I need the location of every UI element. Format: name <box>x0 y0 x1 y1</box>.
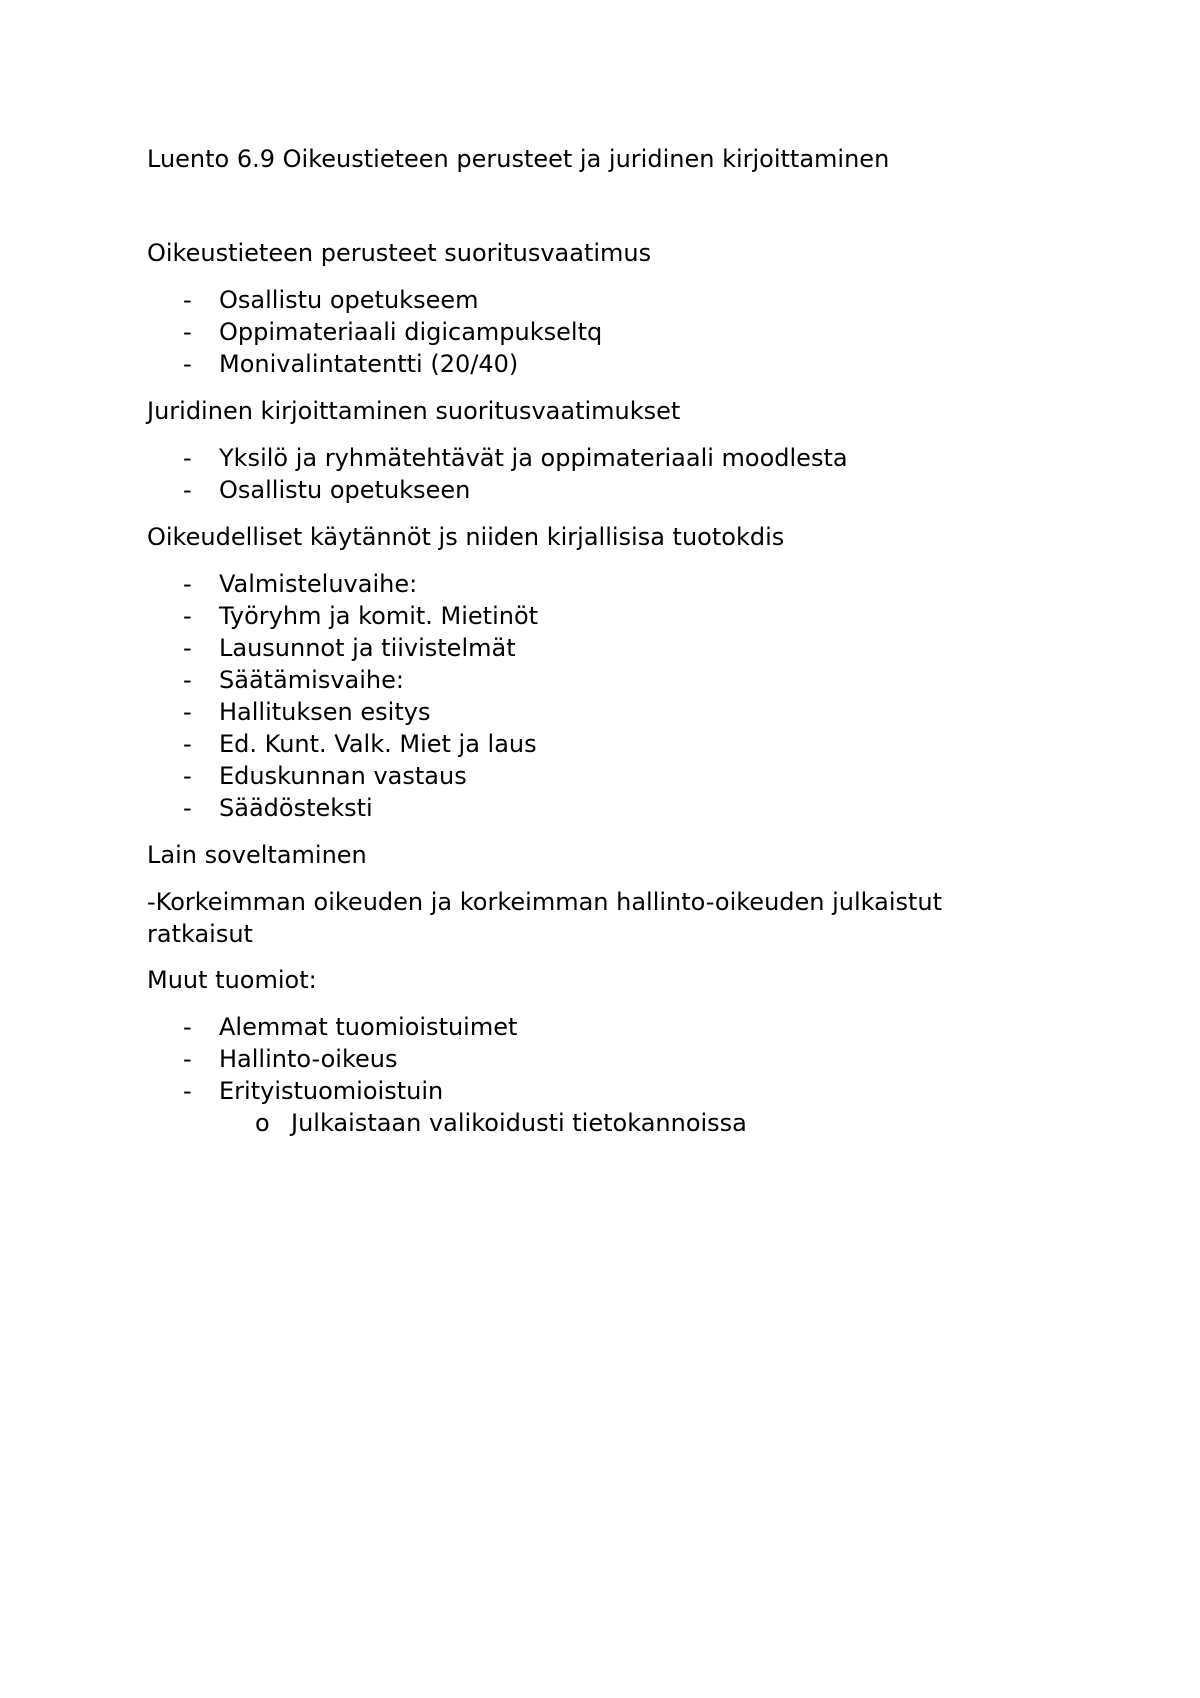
list-item <box>147 728 1047 760</box>
list-item-text: Oppimateriaali digicampukseltq <box>219 318 603 346</box>
list-item-text: Valmisteluvaihe: <box>219 570 418 598</box>
list-item <box>147 760 1047 792</box>
document-title: Luento 6.9 Oikeustieteen perusteet ja juridinen kirjoittaminen <box>147 145 890 173</box>
sub-bullet-list <box>219 1107 1047 1139</box>
list-item-text: Osallistu opetukseen <box>219 476 471 504</box>
list-item <box>147 632 1047 664</box>
list-item-text: Hallinto-oikeus <box>219 1045 398 1073</box>
list-item-text: Säädösteksti <box>219 794 373 822</box>
dash-marker: - <box>183 286 192 314</box>
list-item <box>147 348 1047 380</box>
dash-marker: - <box>183 318 192 346</box>
dash-marker: - <box>183 1013 192 1041</box>
section-heading: Lain soveltaminen <box>147 841 367 869</box>
dash-marker: - <box>183 634 192 662</box>
list-item <box>147 600 1047 632</box>
list-item-text: Lausunnot ja tiivistelmät <box>219 634 516 662</box>
dash-marker: - <box>183 698 192 726</box>
dash-marker: - <box>183 794 192 822</box>
dash-marker: - <box>183 666 192 694</box>
list-item-text: Alemmat tuomioistuimet <box>219 1013 518 1041</box>
dash-marker: - <box>183 476 192 504</box>
dash-marker: - <box>183 762 192 790</box>
section-heading: Muut tuomiot: <box>147 966 317 994</box>
list-item-text: Yksilö ja ryhmätehtävät ja oppimateriaali moodlesta <box>219 444 848 472</box>
dash-marker: - <box>183 1077 192 1105</box>
list-item-text: Erityistuomioistuin <box>219 1077 444 1105</box>
list-item <box>147 316 1047 348</box>
list-item-text: Osallistu opetukseem <box>219 286 479 314</box>
dash-marker: - <box>183 730 192 758</box>
list-item <box>147 442 1047 474</box>
circle-marker: o <box>255 1109 270 1137</box>
list-item <box>147 696 1047 728</box>
section-heading: Juridinen kirjoittaminen suoritusvaatimukset <box>147 397 681 425</box>
list-item <box>147 284 1047 316</box>
document-body <box>147 143 1047 1154</box>
bullet-list <box>147 1011 1047 1139</box>
paragraph: -Korkeimman oikeuden ja korkeimman hallinto-oikeuden julkaistut ratkaisut <box>147 888 950 948</box>
list-item-text: Säätämisvaihe: <box>219 666 404 694</box>
dash-marker: - <box>183 1045 192 1073</box>
section-heading: Oikeustieteen perusteet suoritusvaatimus <box>147 239 652 267</box>
list-item <box>147 1011 1047 1043</box>
bullet-list <box>147 568 1047 824</box>
list-item <box>147 568 1047 600</box>
bullet-list <box>147 442 1047 506</box>
dash-marker: - <box>183 350 192 378</box>
dash-marker: - <box>183 444 192 472</box>
list-item-text: Eduskunnan vastaus <box>219 762 467 790</box>
list-item-text: Ed. Kunt. Valk. Miet ja laus <box>219 730 537 758</box>
list-item-text: Hallituksen esitys <box>219 698 431 726</box>
section-heading: Oikeudelliset käytännöt js niiden kirjallisisa tuotokdis <box>147 523 785 551</box>
list-item-text: Monivalintatentti (20/40) <box>219 350 519 378</box>
list-item <box>147 664 1047 696</box>
list-item <box>147 1075 1047 1139</box>
dash-marker: - <box>183 570 192 598</box>
list-item-text: Työryhm ja komit. Mietinöt <box>219 602 539 630</box>
list-item <box>147 474 1047 506</box>
dash-marker: - <box>183 602 192 630</box>
list-item <box>147 792 1047 824</box>
list-item <box>147 1043 1047 1075</box>
sub-list-item-text: Julkaistaan valikoidusti tietokannoissa <box>291 1109 747 1137</box>
sub-list-item <box>147 1107 1047 1139</box>
bullet-list <box>147 284 1047 380</box>
